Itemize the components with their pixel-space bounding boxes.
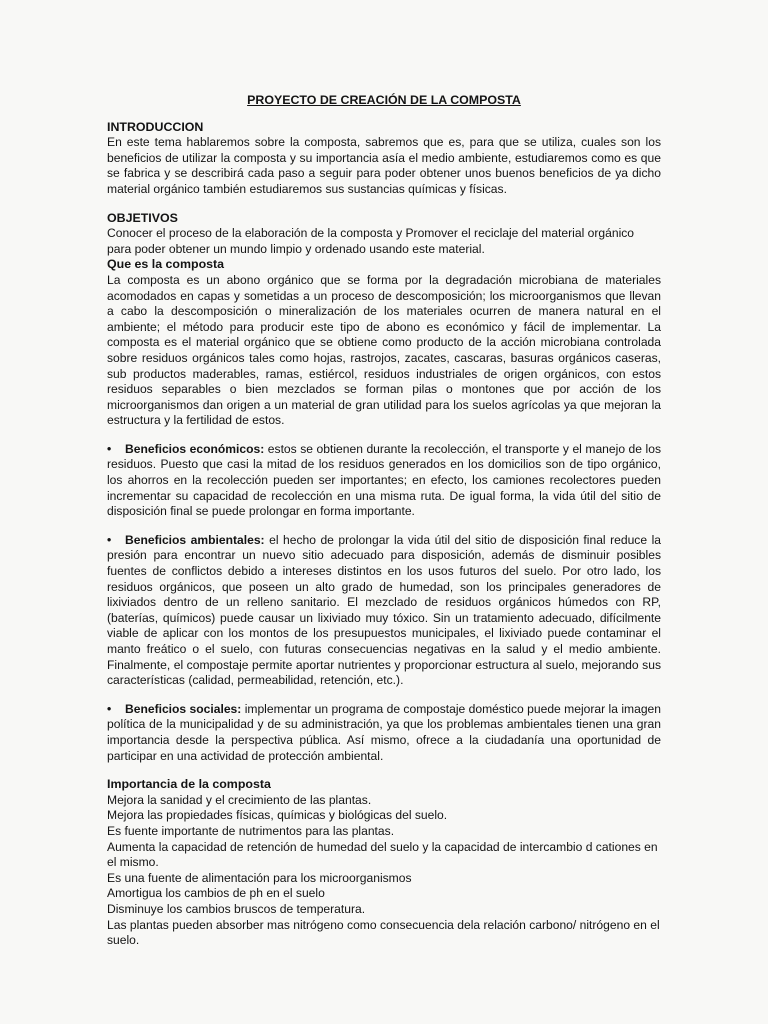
benefit-economicos [107, 442, 661, 520]
objetivos-heading: OBJETIVOS [107, 210, 178, 225]
bullet-icon: • [107, 701, 112, 716]
importancia-item: Mejora la sanidad y el crecimiento de las plantas. [107, 792, 372, 807]
benefit-sociales [107, 702, 661, 764]
benefit-text: estos se obtienen durante la recolección, el transporte y el manejo de los residuos. Puesto que casi la mitad de los residuos generados en los domicilios son de tipo orgánico, los ahorros en la recolección pueden ser importantes; en efecto, los camiones recolectores pueden incrementar su capacidad de recolección en una misma ruta. De igual forma, la vida útil del sitio de disposición final se puede prolongar en forma importante. [107, 441, 661, 519]
importancia-item: Las plantas pueden absorber mas nitrógeno como consecuencia dela relación carbono/ nitrógeno en el suelo. [107, 917, 660, 948]
importancia-item: Aumenta la capacidad de retención de humedad del suelo y la capacidad de intercambio d cationes en el mismo. [107, 839, 658, 870]
importancia-heading: Importancia de la composta [107, 777, 271, 792]
benefit-label: Beneficios económicos: [125, 441, 265, 456]
importancia-item: Es fuente importante de nutrimentos para las plantas. [107, 823, 395, 838]
benefit-label: Beneficios ambientales: [125, 532, 265, 547]
importancia-item: Mejora las propiedades físicas, químicas y biológicas del suelo. [107, 808, 448, 823]
bullet-icon: • [107, 532, 112, 547]
document-body [107, 93, 661, 949]
bullet-icon: • [107, 441, 112, 456]
benefit-text: implementar un programa de compostaje doméstico puede mejorar la imagen política de la municipalidad y de su administración, ya que los problemas ambientales tienen una gran importancia desde la perspectiva pública. Así mismo, ofrece a la ciudadanía una oportunidad de participar en una actividad de protección ambiental. [107, 701, 661, 763]
intro-heading: INTRODUCCION [107, 119, 204, 134]
que-es-heading: Que es la composta [107, 257, 225, 272]
document-title: PROYECTO DE CREACIÓN DE LA COMPOSTA [247, 93, 521, 107]
importancia-item: Disminuye los cambios bruscos de temperatura. [107, 901, 366, 916]
que-es-paragraph: La composta es un abono orgánico que se forma por la degradación microbiana de materiales acomodados en capas y sometidas a un proceso de descomposición; los microorganismos que llevan a cabo la descomposición o mineralización de los materiales ocurren de manera natural en el ambiente; el método para producir este tipo de abono es económico y fácil de implementar. La composta es el material orgánico que se obtiene como producto de la acción microbiana controlada sobre residuos orgánicos tales como hojas, rastrojos, zacates, cascaras, basuras orgánicos caseras, sub productos maderables, ramas, estiércol, residuos industriales de origen orgánicos, con estos residuos separables o bien mezclados se forman pilas o montones que por acción de los microorganismos dan origen a un material de gran utilidad para los suelos agrícolas ya que mejoran la estructura y la fertilidad de estos. [107, 272, 661, 428]
importancia-item: Es una fuente de alimentación para los microorganismos [107, 870, 412, 885]
benefit-text: el hecho de prolongar la vida útil del sitio de disposición final reduce la presión para encontrar un nuevo sitio adecuado para disposición, además de disminuir posibles fuentes de conflictos debido a intereses distintos en los usos futuros del suelo. Por otro lado, los residuos orgánicos, que poseen un alto grado de humedad, son los principales generadores de lixiviados dentro de un relleno sanitario. El mezclado de residuos orgánicos húmedos con RP, (baterías, químicos) puede causar un lixiviado muy tóxico. Sin un tratamiento adecuado, difícilmente viable de aplicar con los montos de los presupuestos municipales, el lixiviado puede contaminar el manto freático o el suelo, con futuras consecuencias negativas en la salud y el medio ambiente. Finalmente, el compostaje permite aportar nutrientes y proporcionar estructura al suelo, mejorando sus características (calidad, permeabilidad, retención, etc.). [107, 532, 661, 688]
benefit-label: Beneficios sociales: [125, 701, 242, 716]
importancia-item: Amortigua los cambios de ph en el suelo [107, 886, 325, 901]
objetivos-paragraph: Conocer el proceso de la elaboración de la composta y Promover el reciclaje del material orgánico para poder obtener un mundo limpio y ordenado usando este material. [107, 226, 635, 256]
benefit-ambientales [107, 533, 661, 689]
intro-paragraph: En este tema hablaremos sobre la composta, sabremos que es, para que se utiliza, cuales son los beneficios de utilizar la composta y su importancia asía el medio ambiente, estudiaremos como es que se fabrica y se describirá cada paso a seguir para poder obtener unos buenos beneficios de ya dicho material orgánico también estudiaremos sus sustancias químicas y físicas. [107, 135, 661, 196]
